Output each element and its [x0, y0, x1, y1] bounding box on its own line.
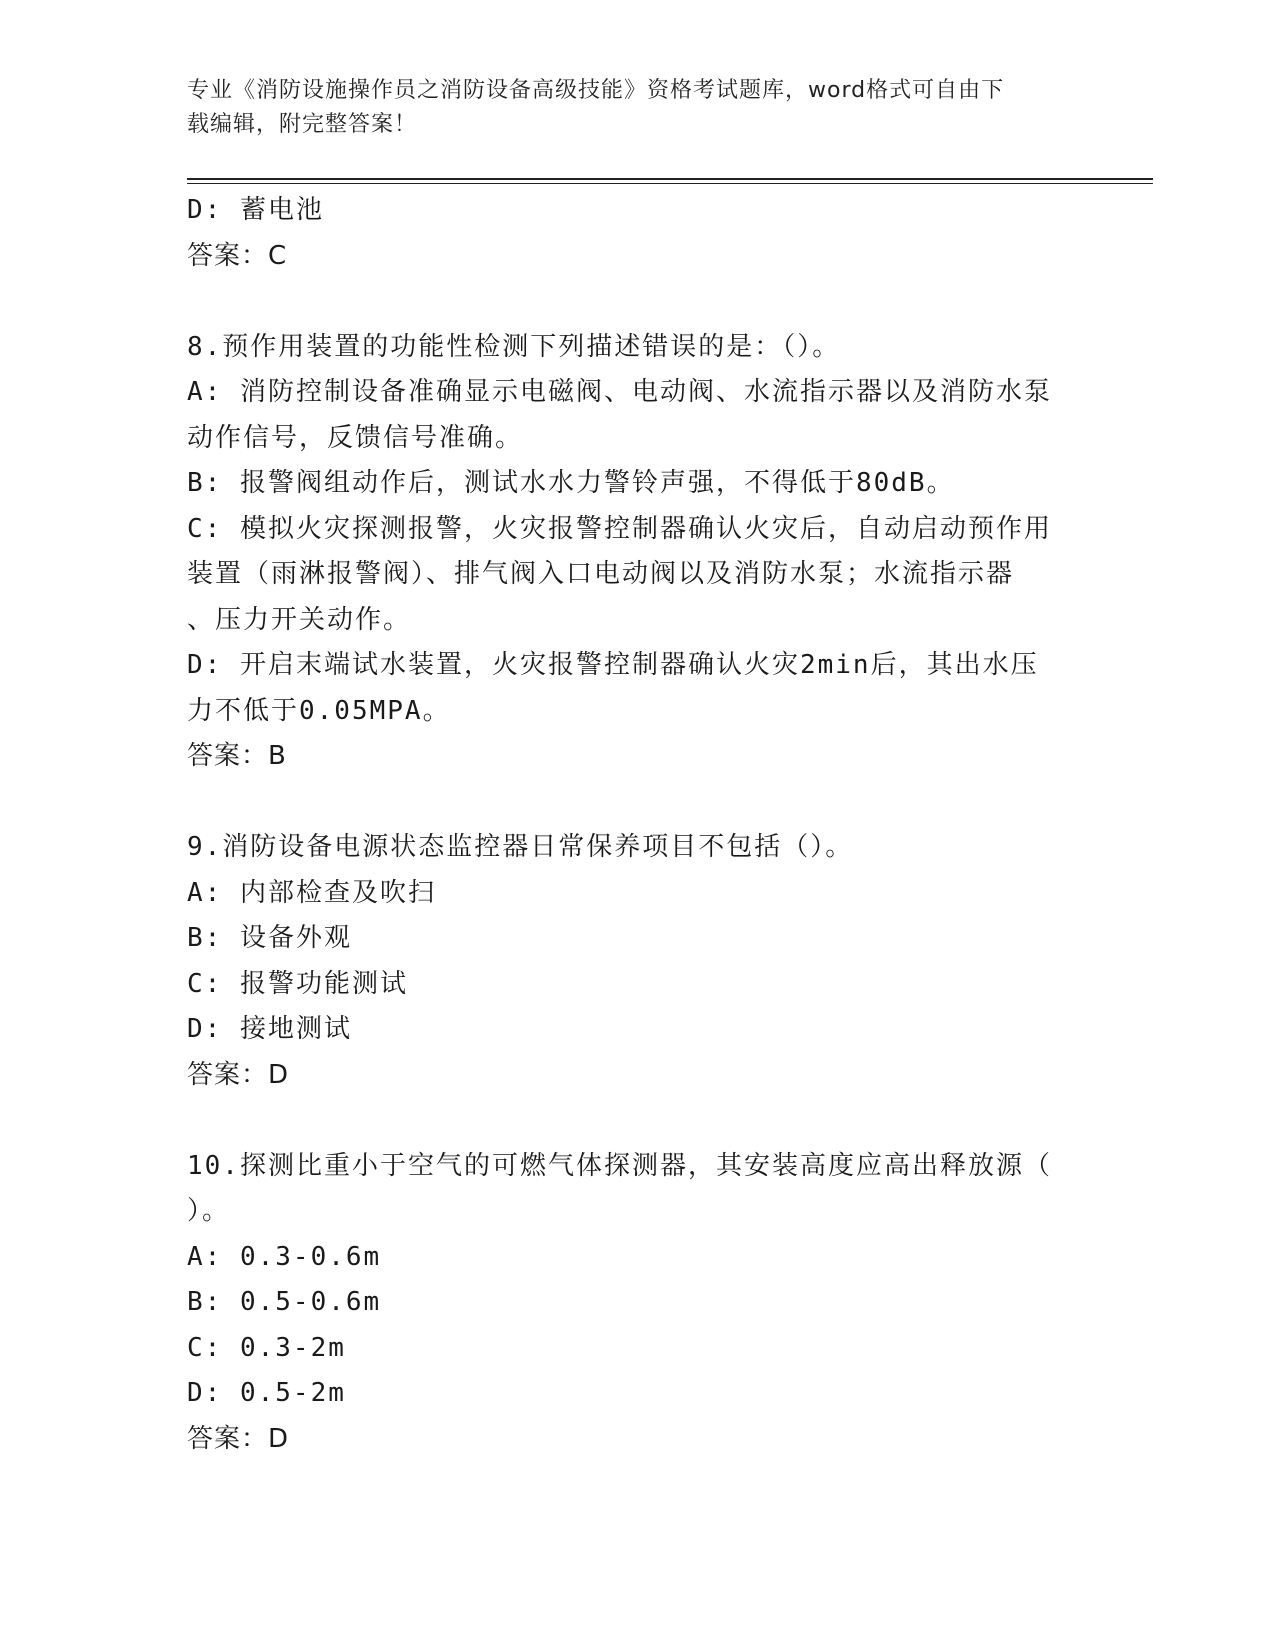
q10-answer: 答案：D [187, 1423, 290, 1454]
q8-option-c-line-1: C: 模拟火灾探测报警，火灾报警控制器确认火灾后，自动启动预作用 [187, 513, 1052, 544]
q8-answer: 答案：B [187, 741, 287, 771]
header-line-1: 专业《消防设施操作员之消防设备高级技能》资格考试题库，word格式可自由下 [187, 78, 1005, 103]
document-header [187, 74, 1067, 142]
q10-option-d: D: 0.5-2m [187, 1378, 346, 1408]
q10-stem-line-2: ）。 [187, 1196, 231, 1226]
q8-option-d-line-2: 力不低于0.05MPA。 [187, 695, 451, 726]
q8-stem: 8.预作用装置的功能性检测下列描述错误的是：（）。 [187, 331, 841, 362]
q9-option-a: A: 内部检查及吹扫 [187, 877, 436, 908]
q7-option-d: D: 蓄电池 [187, 195, 324, 225]
question-content [187, 188, 1087, 1462]
header-divider-thick [187, 178, 1153, 180]
q8-option-d-line-1: D: 开启末端试水装置，火灾报警控制器确认火灾2min后，其出水压 [187, 650, 1039, 680]
q8-option-a-line-2: 动作信号，反馈信号准确。 [187, 422, 524, 453]
spacer [187, 780, 1087, 826]
question-8 [187, 325, 1087, 780]
q8-option-c-line-2: 装置（雨淋报警阀）、排气阀入口电动阀以及消防水泵；水流指示器 [187, 559, 1015, 589]
spacer [187, 279, 1087, 325]
q9-option-d: D: 接地测试 [187, 1014, 352, 1044]
q9-option-b: B: 设备外观 [187, 923, 352, 953]
question-9 [187, 825, 1087, 1098]
question-10 [187, 1144, 1087, 1463]
q9-option-c: C: 报警功能测试 [187, 968, 408, 999]
q8-option-b: B: 报警阀组动作后，测试水水力警铃声强，不得低于80dB。 [187, 468, 955, 498]
question-7-tail [187, 188, 1087, 279]
q10-option-a: A: 0.3-0.6m [187, 1241, 382, 1272]
q8-option-c-line-3: 、压力开关动作。 [187, 604, 412, 635]
q9-stem: 9.消防设备电源状态监控器日常保养项目不包括（）。 [187, 832, 854, 862]
header-divider-thin [187, 183, 1153, 184]
q8-option-a-line-1: A: 消防控制设备准确显示电磁阀、电动阀、水流指示器以及消防水泵 [187, 377, 1052, 407]
header-line-2: 载编辑，附完整答案！ [187, 112, 418, 137]
q10-stem-line-1: 10.探测比重小于空气的可燃气体探测器，其安装高度应高出释放源（ [187, 1150, 1052, 1181]
q7-answer: 答案：C [187, 240, 288, 271]
spacer [187, 1098, 1087, 1144]
q10-option-b: B: 0.5-0.6m [187, 1287, 382, 1317]
q10-option-c: C: 0.3-2m [187, 1332, 346, 1363]
q9-answer: 答案：D [187, 1059, 290, 1090]
